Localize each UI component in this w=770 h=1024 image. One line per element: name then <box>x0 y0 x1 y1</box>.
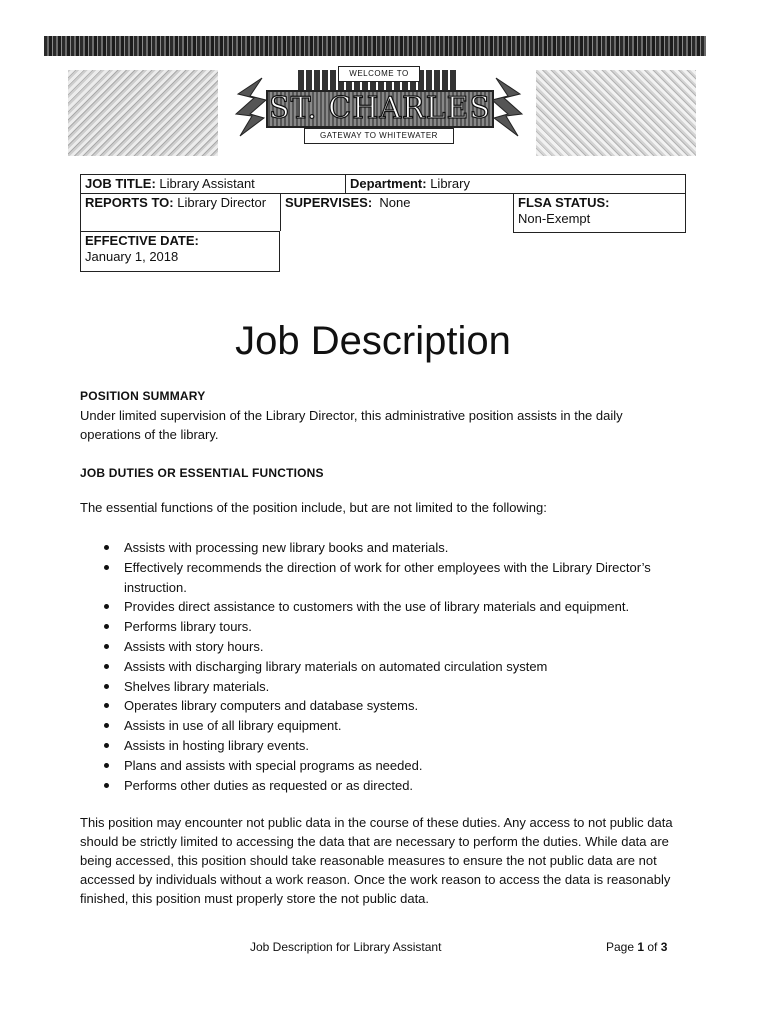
list-item: Assists in hosting library events. <box>100 736 680 756</box>
footer-page-number: Page 1 of 3 <box>606 940 668 954</box>
job-title-value: Library Assistant <box>159 176 255 191</box>
effective-date-value: January 1, 2018 <box>85 249 179 264</box>
data-privacy-paragraph: This position may encounter not public data in the course of these duties. Any access to not public data should be strictly limited to accessing the data that are necessary to perform the duties. While data are being accessed, this position should take reasonable measures to ensure the not public data are not accessed by individuals without a work reason. Once the work reason to access the data is reasonably finished, this position must properly store the not public data. <box>80 815 673 906</box>
list-item: Plans and assists with special programs as needed. <box>100 756 680 776</box>
document-title: Job Description <box>235 319 511 363</box>
job-title-label: JOB TITLE: <box>85 176 156 191</box>
footer-document-name: Job Description for Library Assistant <box>250 940 442 954</box>
list-item: Provides direct assistance to customers with the use of library materials and equipment. <box>100 597 680 617</box>
reports-to-cell <box>80 193 280 231</box>
supervises-cell <box>280 193 513 231</box>
position-summary-text: Under limited supervision of the Library Director, this administrative position assists in the daily operations of the library. <box>80 408 623 442</box>
list-item: Assists in use of all library equipment. <box>100 716 680 736</box>
job-title-cell <box>80 174 348 193</box>
list-item: Assists with processing new library books and materials. <box>100 538 680 558</box>
department-cell <box>345 174 686 193</box>
city-logo <box>228 62 528 156</box>
list-item: Shelves library materials. <box>100 677 680 697</box>
header-banner <box>44 36 706 156</box>
list-item: Assists with story hours. <box>100 637 680 657</box>
banner-photo-right <box>536 70 696 156</box>
supervises-value: None <box>379 195 411 210</box>
list-item: Effectively recommends the direction of work for other employees with the Library Director’s instruction. <box>100 558 680 598</box>
logo-tagline: GATEWAY TO WHITEWATER <box>304 128 454 144</box>
logo-city-name: ST. CHARLES <box>266 90 494 128</box>
list-item: Assists with discharging library materials on automated circulation system <box>100 657 680 677</box>
leaf-icon <box>490 74 526 144</box>
flsa-cell <box>513 193 686 233</box>
banner-strip <box>44 36 706 56</box>
supervises-label: SUPERVISES: <box>285 195 373 210</box>
department-value: Library <box>430 176 470 191</box>
position-summary-heading: POSITION SUMMARY <box>80 389 206 403</box>
flsa-value: Non-Exempt <box>518 211 591 226</box>
effective-date-cell <box>80 231 280 272</box>
list-item: Performs other duties as requested or as directed. <box>100 776 680 796</box>
effective-date-label: EFFECTIVE DATE: <box>85 233 199 248</box>
list-item: Performs library tours. <box>100 617 680 637</box>
flsa-label: FLSA STATUS: <box>518 195 610 210</box>
reports-to-label: REPORTS TO: <box>85 195 174 210</box>
job-duties-intro: The essential functions of the position include, but are not limited to the following: <box>80 500 547 515</box>
reports-to-value: Library Director <box>177 195 267 210</box>
job-duties-list <box>100 538 680 795</box>
department-label: Department: <box>350 176 427 191</box>
job-duties-heading: JOB DUTIES OR ESSENTIAL FUNCTIONS <box>80 466 324 480</box>
leaf-icon <box>232 74 268 144</box>
logo-welcome: WELCOME TO <box>338 66 420 82</box>
banner-photo-left <box>68 70 218 156</box>
list-item: Operates library computers and database systems. <box>100 696 680 716</box>
